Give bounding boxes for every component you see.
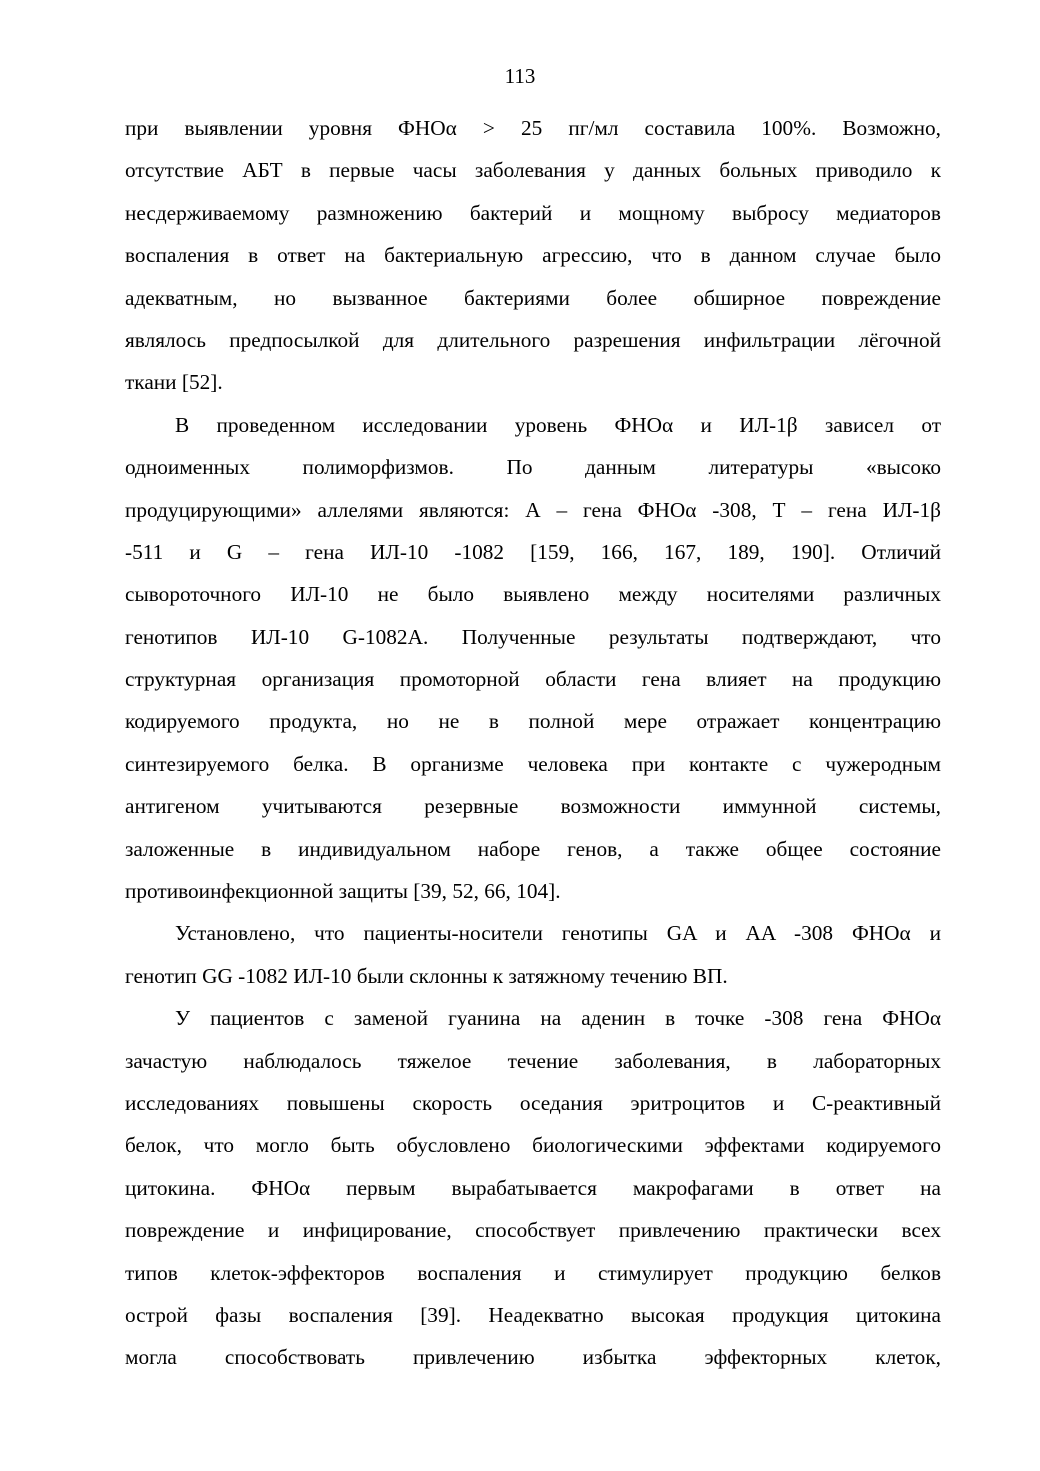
text-line: противоинфекционной защиты [39, 52, 66, 104]. xyxy=(125,879,561,904)
text-line: синтезируемого белка. В организме человека при контакте с чужеродным xyxy=(125,751,941,776)
text-line: -511 и G – гена ИЛ-10 -1082 [159, 166, 167, 189, 190]. Отличий xyxy=(125,539,941,564)
text-line: продуцирующими» аллелями являются: А – гена ФНОα -308, Т – гена ИЛ-1β xyxy=(125,497,941,522)
text-line: сывороточного ИЛ-10 не было выявлено между носителями различных xyxy=(125,582,941,607)
page-number: 113 xyxy=(504,64,536,88)
text-line: заложенные в индивидуальном наборе генов, а также общее состояние xyxy=(125,836,941,861)
text-line: адекватным, но вызванное бактериями более обширное повреждение xyxy=(125,285,941,310)
text-line: являлось предпосылкой для длительного разрешения инфильтрации лёгочной xyxy=(125,327,941,352)
text-line: при выявлении уровня ФНОα > 25 пг/мл составила 100%. Возможно, xyxy=(125,116,941,140)
text-line: одноименных полиморфизмов. По данным литературы «высоко xyxy=(125,455,941,480)
text-line: ткани [52]. xyxy=(125,370,223,395)
paragraph-4 xyxy=(125,997,941,1379)
paragraph-1 xyxy=(125,107,941,404)
text-line: антигеном учитываются резервные возможности иммунной системы, xyxy=(125,794,941,819)
paragraph-2 xyxy=(125,404,941,913)
text-line: зачастую наблюдалось тяжелое течение заболевания, в лабораторных xyxy=(125,1048,941,1073)
text-line: У пациентов с заменой гуанина на аденин в точке -308 гена ФНОα xyxy=(175,1006,941,1031)
text-line: воспаления в ответ на бактериальную агрессию, что в данном случае было xyxy=(125,243,941,268)
text-line: структурная организация промоторной области гена влияет на продукцию xyxy=(125,667,941,692)
paragraph-3 xyxy=(125,912,941,997)
text-line: кодируемого продукта, но не в полной мере отражает концентрацию xyxy=(125,709,941,734)
text-line: В проведенном исследовании уровень ФНОα и ИЛ-1β зависел от xyxy=(175,412,941,437)
text-line: генотипов ИЛ-10 G-1082A. Полученные результаты подтверждают, что xyxy=(125,624,941,649)
text-line: генотип GG -1082 ИЛ-10 были склонны к затяжному течению ВП. xyxy=(125,963,728,988)
text-line: цитокина. ФНОα первым вырабатывается макрофагами в ответ на xyxy=(125,1175,941,1200)
text-line: отсутствие АБТ в первые часы заболевания у данных больных приводило к xyxy=(125,158,941,183)
text-line: повреждение и инфицирование, способствует привлечению практически всех xyxy=(125,1218,941,1243)
text-line: острой фазы воспаления [39]. Неадекватно высокая продукция цитокина xyxy=(125,1302,941,1327)
text-line: типов клеток-эффекторов воспаления и стимулирует продукцию белков xyxy=(125,1260,941,1285)
text-line: несдерживаемому размножению бактерий и мощному выбросу медиаторов xyxy=(125,200,941,225)
text-line: белок, что могло быть обусловлено биологическими эффектами кодируемого xyxy=(125,1133,941,1158)
text-line: Установлено, что пациенты-носители генотипы GA и AA -308 ФНОα и xyxy=(175,921,941,946)
text-line: могла способствовать привлечению избытка эффекторных клеток, xyxy=(125,1345,941,1370)
text-line: исследованиях повышены скорость оседания эритроцитов и С-реактивный xyxy=(125,1090,941,1115)
body-text xyxy=(125,107,941,1379)
